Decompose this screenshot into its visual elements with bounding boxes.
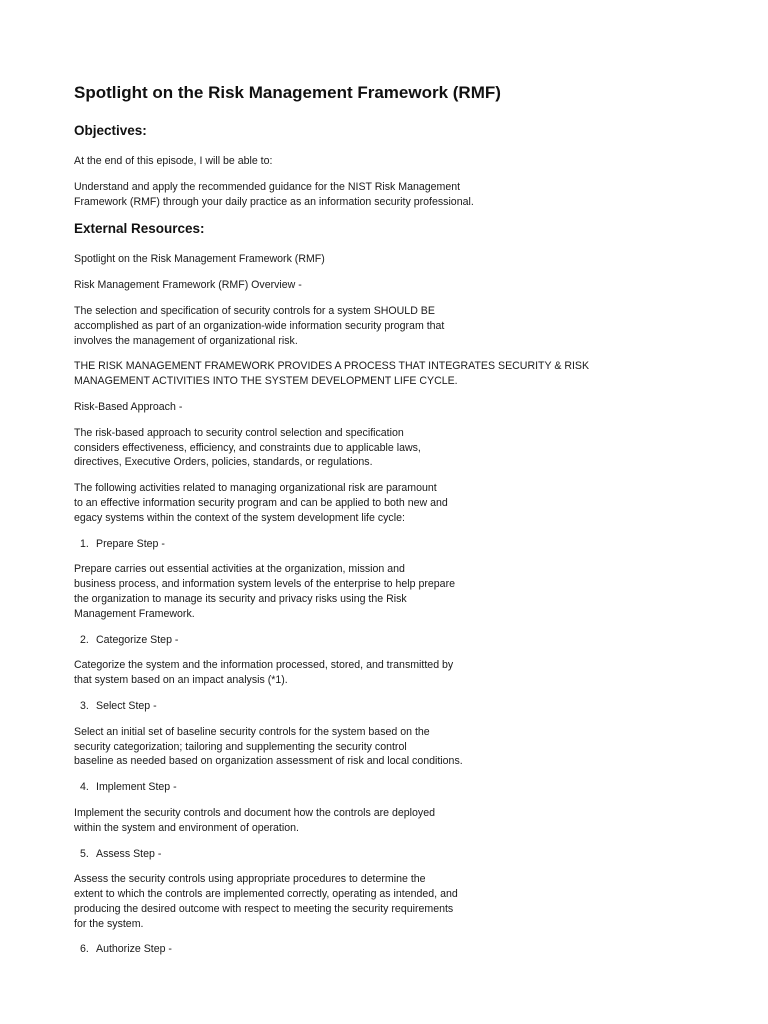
text-line: for the system. — [74, 917, 144, 930]
resources-paragraph — [74, 481, 714, 525]
step-number: 1. — [80, 537, 89, 550]
step-heading — [74, 699, 714, 714]
text-line: Spotlight on the Risk Management Framework (RMF) — [74, 253, 325, 266]
resources-paragraph — [74, 426, 714, 470]
text-line: business process, and information system levels of the enterprise to help prepare — [74, 578, 455, 591]
text-line: accomplished as part of an organization-wide information security program that — [74, 319, 445, 332]
step-number: 4. — [80, 781, 89, 794]
text-line: Categorize the system and the information processed, stored, and transmitted by — [74, 659, 454, 672]
step-number: 3. — [80, 699, 89, 712]
text-line: At the end of this episode, I will be able to: — [74, 155, 273, 167]
resources-paragraph — [74, 278, 714, 293]
resources-paragraph — [74, 359, 714, 389]
objectives-heading: Objectives: — [74, 123, 147, 138]
text-line: egacy systems within the context of the system development life cycle: — [74, 511, 405, 524]
step-heading — [74, 847, 714, 862]
step-heading — [74, 780, 714, 795]
step-label: Assess Step - — [96, 847, 162, 860]
resources-paragraph — [74, 252, 714, 267]
text-line: Understand and apply the recommended guidance for the NIST Risk Management — [74, 180, 461, 193]
text-line: producing the desired outcome with respect to meeting the security requirements — [74, 902, 454, 915]
text-line: The selection and specification of security controls for a system SHOULD BE — [74, 304, 435, 317]
document-content — [74, 82, 714, 968]
objectives-body — [74, 154, 714, 209]
step-number: 6. — [80, 943, 89, 956]
step-description — [74, 872, 714, 931]
text-line: directives, Executive Orders, policies, standards, or regulations. — [74, 456, 373, 469]
resources-heading: External Resources: — [74, 221, 205, 237]
text-line: Risk-Based Approach - — [74, 400, 183, 413]
step-label: Prepare Step - — [96, 537, 165, 550]
text-line: The risk-based approach to security control selection and specification — [74, 426, 404, 439]
steps-list — [74, 537, 714, 958]
text-line: Assess the security controls using appropriate procedures to determine the — [74, 873, 426, 886]
text-line: Management Framework. — [74, 607, 195, 620]
objectives-paragraph — [74, 180, 714, 210]
step-description — [74, 806, 714, 836]
resources-body — [74, 252, 714, 525]
page-title: Spotlight on the Risk Management Framework (RMF) — [74, 83, 501, 102]
step-heading — [74, 942, 714, 957]
step-number: 2. — [80, 633, 89, 646]
step-description — [74, 562, 714, 621]
text-line: considers effectiveness, efficiency, and constraints due to applicable laws, — [74, 441, 421, 454]
step-heading — [74, 633, 714, 648]
text-line: Implement the security controls and document how the controls are deployed — [74, 806, 435, 819]
step-label: Select Step - — [96, 699, 157, 712]
text-line: THE RISK MANAGEMENT FRAMEWORK PROVIDES A PROCESS THAT INTEGRATES SECURITY & RISK — [74, 360, 590, 373]
text-line: extent to which the controls are implemented correctly, operating as intended, and — [74, 888, 458, 901]
resources-paragraph — [74, 400, 714, 415]
text-line: Prepare carries out essential activities at the organization, mission and — [74, 563, 405, 576]
text-line: MANAGEMENT ACTIVITIES INTO THE SYSTEM DEVELOPMENT LIFE CYCLE. — [74, 375, 458, 388]
text-line: involves the management of organizational risk. — [74, 334, 298, 347]
text-line: security categorization; tailoring and supplementing the security control — [74, 740, 407, 753]
step-number: 5. — [80, 847, 89, 860]
step-description — [74, 658, 714, 688]
step-description — [74, 725, 714, 769]
text-line: to an effective information security program and can be applied to both new and — [74, 496, 448, 509]
text-line: Select an initial set of baseline security controls for the system based on the — [74, 725, 430, 738]
objectives-paragraph — [74, 154, 714, 169]
step-heading — [74, 537, 714, 552]
text-line: within the system and environment of operation. — [74, 821, 299, 834]
text-line: Risk Management Framework (RMF) Overview - — [74, 279, 302, 292]
text-line: that system based on an impact analysis (*1). — [74, 674, 288, 687]
text-line: the organization to manage its security and privacy risks using the Risk — [74, 592, 407, 605]
step-label: Categorize Step - — [96, 633, 179, 646]
step-label: Implement Step - — [96, 781, 177, 794]
text-line: The following activities related to managing organizational risk are paramount — [74, 482, 437, 495]
resources-paragraph — [74, 304, 714, 348]
step-label: Authorize Step - — [96, 943, 172, 956]
text-line: baseline as needed based on organization assessment of risk and local conditions. — [74, 755, 463, 768]
text-line: Framework (RMF) through your daily practice as an information security professional. — [74, 195, 474, 208]
